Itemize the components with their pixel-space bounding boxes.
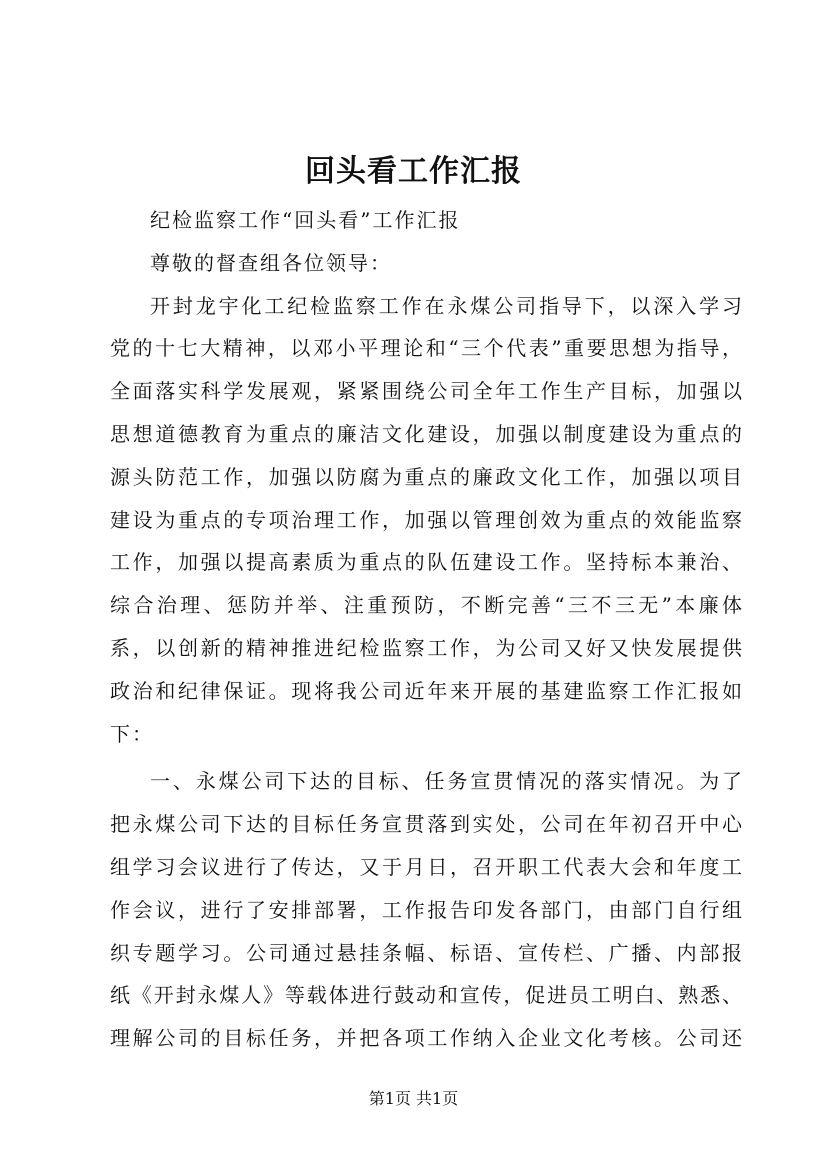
- salutation: 尊敬的督查组各位领导：: [150, 250, 392, 275]
- paragraph-line: 党的十七大精神，以邓小平理论和“三个代表”重要思想为指导，: [110, 336, 742, 361]
- paragraph-line: 思想道德教育为重点的廉洁文化建设，加强以制度建设为重点的: [110, 421, 742, 446]
- paragraph-line: 源头防范工作，加强以防腐为重点的廉政文化工作，加强以项目: [110, 464, 742, 489]
- paragraph-line: 织专题学习。公司通过悬挂条幅、标语、宣传栏、广播、内部报: [110, 940, 742, 965]
- paragraph-line: 全面落实科学发展观，紧紧围绕公司全年工作生产目标，加强以: [110, 379, 742, 404]
- paragraph-line: 建设为重点的专项治理工作，加强以管理创效为重点的效能监察: [110, 507, 742, 532]
- paragraph-line: 下：: [110, 721, 154, 746]
- subtitle: 纪检监察工作“回头看”工作汇报: [150, 208, 461, 232]
- document-body: [110, 199, 742, 1060]
- document-title: 回头看工作汇报: [305, 154, 522, 189]
- paragraph-line: 把永煤公司下达的目标任务宣贯落到实处，公司在年初召开中心: [110, 812, 742, 837]
- paragraph-line: 系，以创新的精神推进纪检监察工作，为公司又好又快发展提供: [110, 635, 742, 660]
- paragraph-line: 开封龙宇化工纪检监察工作在永煤公司指导下，以深入学习: [150, 293, 742, 318]
- paragraph-line: 政治和纪律保证。现将我公司近年来开展的基建监察工作汇报如: [110, 678, 742, 703]
- paragraph-line: 纸《开封永煤人》等载体进行鼓动和宣传，促进员工明白、熟悉、: [110, 983, 742, 1008]
- paragraph-line: 作会议，进行了安排部署，工作报告印发各部门，由部门自行组: [110, 897, 742, 922]
- page-footer: 第1页 共1页: [368, 1089, 459, 1108]
- paragraph-line: 组学习会议进行了传达，又于月日，召开职工代表大会和年度工: [110, 854, 742, 879]
- paragraph-line: 综合治理、惩防并举、注重预防，不断完善“三不三无”本廉体: [110, 593, 742, 618]
- paragraph-line: 理解公司的目标任务，并把各项工作纳入企业文化考核。公司还: [110, 1026, 742, 1051]
- paragraph-line: 工作，加强以提高素质为重点的队伍建设工作。坚持标本兼治、: [110, 550, 742, 575]
- paragraph-line: 一、永煤公司下达的目标、任务宣贯情况的落实情况。为了: [150, 769, 742, 794]
